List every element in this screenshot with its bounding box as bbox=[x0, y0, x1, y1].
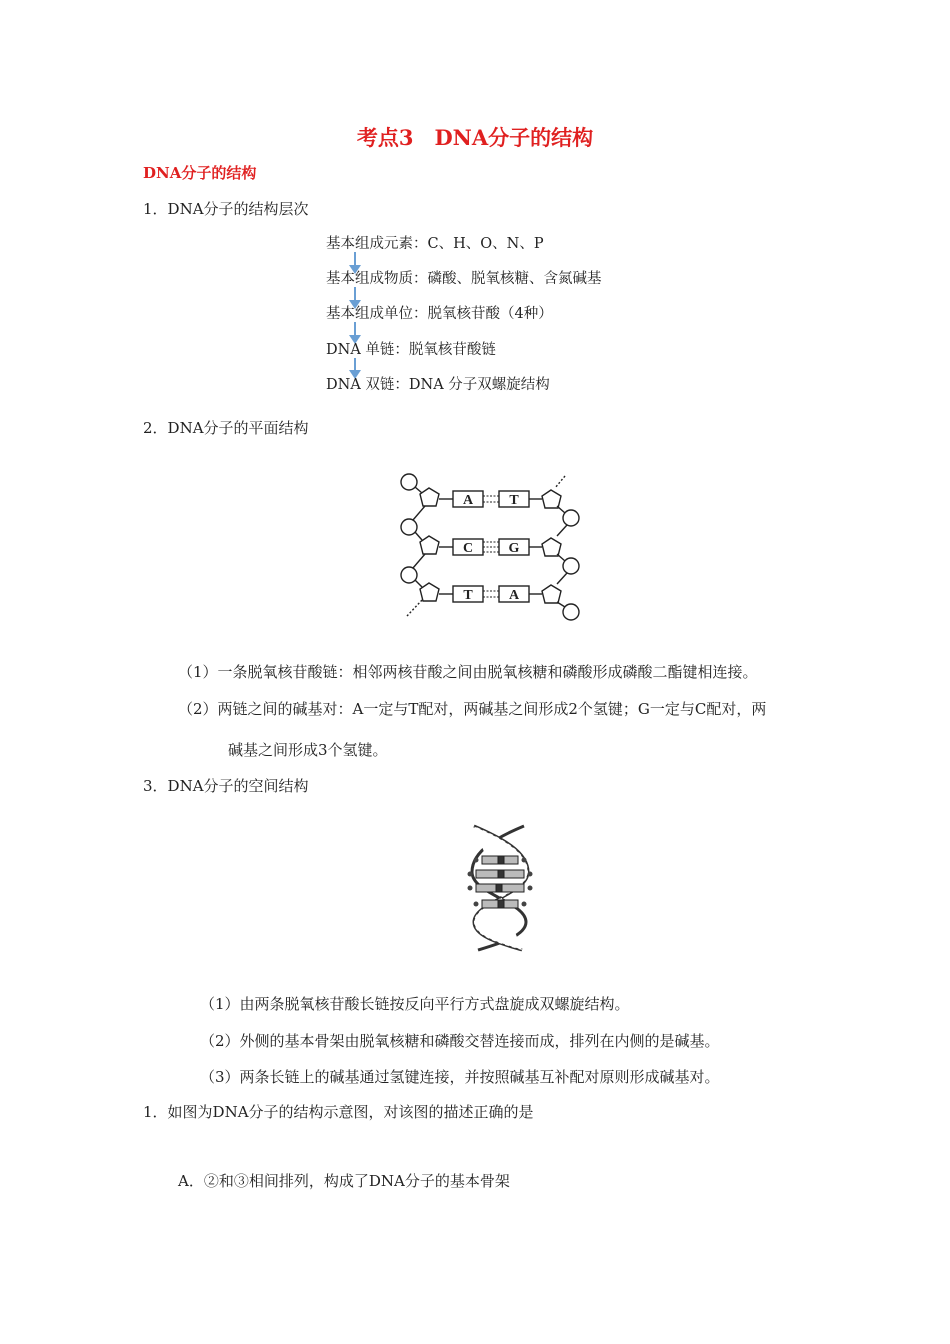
base-label: A bbox=[508, 588, 520, 603]
flow-step-2: 基本组成物质：磷酸、脱氧核糖、含氮碱基 bbox=[326, 271, 602, 287]
base-label: T bbox=[463, 588, 473, 603]
flow-arrow-icon bbox=[354, 358, 356, 371]
item3-point-1: （1）由两条脱氧核苷酸长链按反向平行方式盘旋成双螺旋结构。 bbox=[200, 995, 630, 1013]
flow-arrow-icon bbox=[354, 322, 356, 336]
base-label: G bbox=[508, 541, 520, 556]
phosphate-icon bbox=[401, 474, 417, 490]
phosphate-icon bbox=[563, 558, 579, 574]
base-label: C bbox=[462, 541, 474, 556]
deoxyribose-icon bbox=[420, 488, 439, 506]
deoxyribose-icon bbox=[542, 490, 561, 508]
item2-heading: 2．DNA分子的平面结构 bbox=[143, 419, 309, 437]
section-heading: DNA分子的结构 bbox=[143, 164, 257, 182]
question-option-a: A．②和③相间排列，构成了DNA分子的基本骨架 bbox=[178, 1172, 510, 1190]
dna-planar-diagram bbox=[395, 468, 585, 624]
item2-point-2-cont: 碱基之间形成3个氢键。 bbox=[228, 741, 388, 759]
flow-step-3: 基本组成单位：脱氧核苷酸（4种） bbox=[326, 306, 553, 322]
dna-double-helix-diagram bbox=[462, 822, 538, 952]
phosphate-icon bbox=[563, 510, 579, 526]
item3-point-2: （2）外侧的基本骨架由脱氧核糖和磷酸交替连接而成，排列在内侧的是碱基。 bbox=[200, 1032, 720, 1050]
item2-point-1: （1）一条脱氧核苷酸链：相邻两核苷酸之间由脱氧核糖和磷酸形成磷酸二酯键相连接。 bbox=[178, 663, 758, 681]
deoxyribose-icon bbox=[542, 585, 561, 603]
item1-heading: 1．DNA分子的结构层次 bbox=[143, 200, 309, 218]
deoxyribose-icon bbox=[420, 536, 439, 554]
base-label: A bbox=[462, 493, 474, 508]
flow-step-5: DNA 双链：DNA 分子双螺旋结构 bbox=[326, 377, 550, 393]
item3-point-3: （3）两条长链上的碱基通过氢键连接，并按照碱基互补配对原则形成碱基对。 bbox=[200, 1068, 720, 1086]
flow-step-4: DNA 单链：脱氧核苷酸链 bbox=[326, 342, 496, 358]
hydrogen-bond-lines bbox=[483, 496, 499, 597]
deoxyribose-icon bbox=[420, 583, 439, 601]
flow-arrow-icon bbox=[354, 287, 356, 301]
phosphate-icon bbox=[563, 604, 579, 620]
item3-heading: 3．DNA分子的空间结构 bbox=[143, 777, 309, 795]
deoxyribose-icon bbox=[542, 538, 561, 556]
question-stem: 1．如图为DNA分子的结构示意图，对该图的描述正确的是 bbox=[143, 1103, 534, 1121]
base-label: T bbox=[509, 493, 519, 508]
item2-point-2: （2）两链之间的碱基对：A一定与T配对，两碱基之间形成2个氢键；G一定与C配对，两 bbox=[178, 700, 767, 718]
page-title: 考点3 DNA分子的结构 bbox=[356, 125, 594, 150]
flow-arrow-icon bbox=[354, 252, 356, 266]
flow-step-1: 基本组成元素：C、H、O、N、P bbox=[326, 236, 544, 252]
phosphate-icon bbox=[401, 567, 417, 583]
